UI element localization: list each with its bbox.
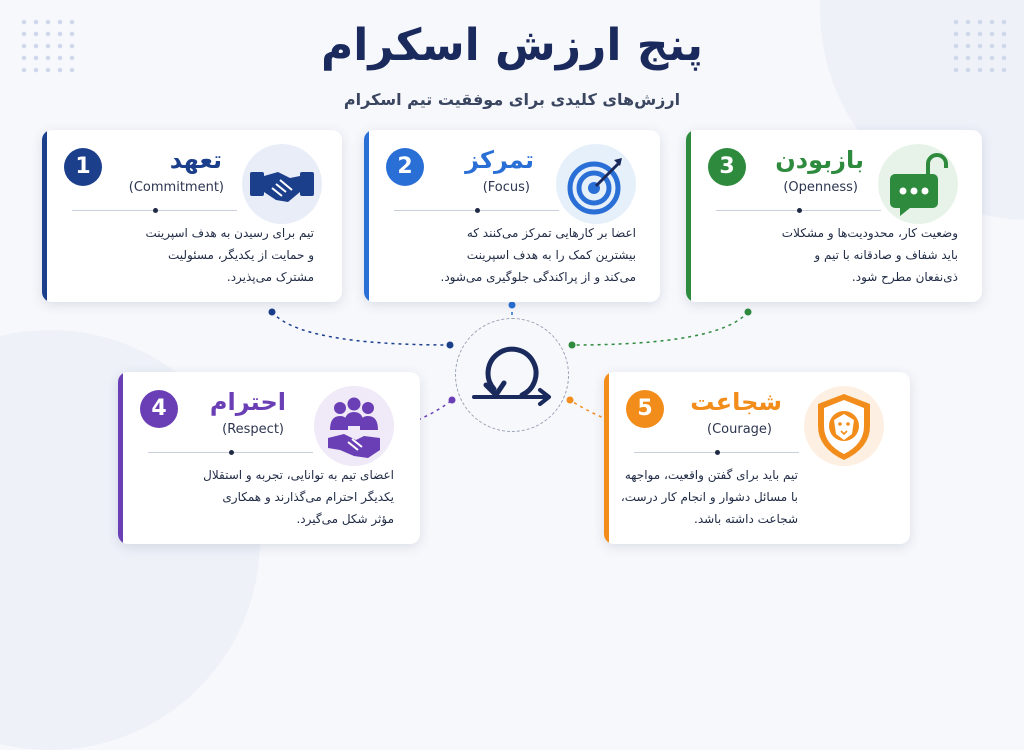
connector-commitment [272, 312, 450, 345]
icon-circle [878, 144, 958, 224]
value-card-courage [604, 372, 910, 544]
value-description [618, 464, 798, 530]
icon-circle [242, 144, 322, 224]
connector-respect [418, 400, 452, 420]
connector-end-commitment [447, 342, 454, 349]
value-english-name: (Respect) [222, 422, 284, 437]
description-line: مؤثر شکل می‌گیرد. [296, 512, 394, 526]
description-line: وضعیت کار، محدودیت‌ها و مشکلات [781, 226, 958, 240]
description-line: ذی‌نفعان مطرح شود. [851, 270, 958, 284]
card-divider [716, 210, 881, 211]
value-name: شجاعت [690, 388, 782, 416]
value-description [696, 222, 958, 288]
card-accent-bar [42, 130, 47, 302]
description-line: یکدیگر احترام می‌گذارند و همکاری [222, 490, 394, 504]
card-divider [148, 452, 313, 453]
icon-circle [314, 386, 394, 466]
value-name: احترام [209, 388, 286, 416]
scrum-cycle-icon [456, 319, 568, 431]
connector-dot-respect [449, 397, 456, 404]
card-accent-bar [604, 372, 609, 544]
connector-dot-openness [745, 309, 752, 316]
value-english-name: (Focus) [482, 180, 530, 195]
value-description [374, 222, 636, 288]
divider-dot [153, 208, 158, 213]
connector-courage [570, 400, 608, 420]
value-number: 4 [140, 390, 178, 428]
value-card-focus [364, 130, 660, 302]
card-accent-bar [118, 372, 123, 544]
divider-dot [229, 450, 234, 455]
scrum-cycle-ring [455, 318, 569, 432]
unlocked-chat-icon [878, 144, 958, 224]
value-english-name: (Courage) [707, 422, 772, 437]
value-name: تمرکز [465, 146, 534, 174]
description-line: اعضا بر کارهایی تمرکز می‌کنند که [466, 226, 636, 240]
divider-dot [715, 450, 720, 455]
page-subtitle: ارزش‌های کلیدی برای موفقیت تیم اسکرام [343, 90, 681, 109]
connector-dot-focus [509, 302, 516, 309]
card-accent-bar [364, 130, 369, 302]
value-name: تعهد [169, 146, 222, 174]
value-number: 3 [708, 148, 746, 186]
value-description [64, 222, 314, 288]
description-line: بیشترین کمک را به هدف اسپرینت [466, 248, 636, 262]
value-description [128, 464, 394, 530]
lion-shield-icon [804, 386, 884, 466]
team-handshake-icon [314, 386, 394, 466]
connector-dot-commitment [269, 309, 276, 316]
description-line: با مسائل دشوار و انجام کار درست، [620, 490, 798, 504]
icon-circle [804, 386, 884, 466]
card-divider [394, 210, 559, 211]
value-number: 1 [64, 148, 102, 186]
value-card-respect [118, 372, 420, 544]
value-name: بازبودن [775, 146, 864, 174]
divider-dot [797, 208, 802, 213]
description-line: تیم باید برای گفتن واقعیت، مواجهه [624, 468, 798, 482]
description-line: مشترک می‌پذیرد. [226, 270, 314, 284]
value-card-commitment [42, 130, 342, 302]
description-line: اعضای تیم به توانایی، تجربه و استقلال [203, 468, 394, 482]
connector-openness [572, 312, 748, 345]
page-title: پنج ارزش اسکرام [321, 20, 703, 71]
icon-circle [556, 144, 636, 224]
description-line: و حمایت از یکدیگر، مسئولیت [167, 248, 314, 262]
card-accent-bar [686, 130, 691, 302]
connector-end-openness [569, 342, 576, 349]
divider-dot [475, 208, 480, 213]
value-number: 2 [386, 148, 424, 186]
value-number: 5 [626, 390, 664, 428]
value-english-name: (Commitment) [128, 180, 224, 195]
card-divider [634, 452, 799, 453]
handshake-icon [242, 144, 322, 224]
description-line: تیم برای رسیدن به هدف اسپرینت [145, 226, 314, 240]
value-english-name: (Openness) [783, 180, 858, 195]
value-card-openness [686, 130, 982, 302]
description-line: باید شفاف و صادقانه با تیم و [814, 248, 958, 262]
card-divider [72, 210, 237, 211]
target-icon [556, 144, 636, 224]
description-line: می‌کند و از پراکندگی جلوگیری می‌شود. [440, 270, 636, 284]
description-line: شجاعت داشته باشد. [694, 512, 798, 526]
